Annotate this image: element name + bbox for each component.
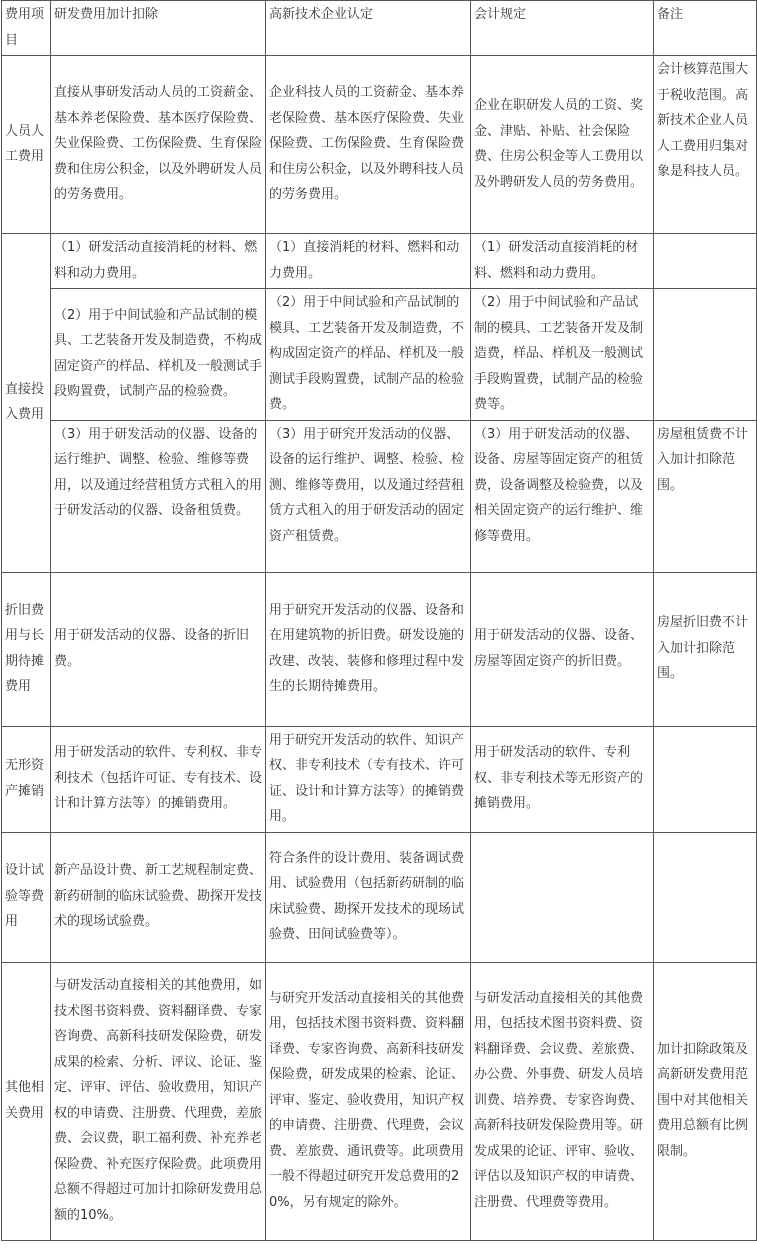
remarks-cell [654,234,757,289]
table-cell: 新产品设计费、新工艺规程制定费、新药研制的临床试验费、勘探开发技术的现场试验费。 [51,832,266,962]
table-cell: （2）用于中间试验和产品试制的模具、工艺装备开发及制造费，样品、样机及一般测试手段购置费，试制产品的检验费等。 [471,289,654,421]
table-cell: 与研发活动直接相关的其他费用，包括技术图书资料费、资料翻译费、会议费、差旅费、办公费、外事费、研发人员培训费、培养费、专家咨询费、高新科技研发保险费用等。研发成果的论证、评审、验收、评估以及知识产权的申请费、注册费、代理费等费用。 [471,962,654,1240]
remarks-cell [654,726,757,832]
remarks-cell: 房屋租赁费不计入加计扣除范围。 [654,420,757,572]
table-cell: （1）研发活动直接消耗的材料、燃料和动力费用。 [471,234,654,289]
table-cell: （3）用于研究开发活动的仪器、设备的运行维护、调整、检验、检测、维修等费用，以及通过经营租赁方式租入的用于研发活动的固定资产租赁费。 [266,420,471,572]
table-row-depreciation [2,572,757,726]
header-cell-expense-item: 费用项目 [2,1,51,56]
table-cell: 用于研究开发活动的软件、知识产权、非专利技术（专有技术、许可证、设计和计算方法等）的摊销费用。 [266,726,471,832]
row-category-cell: 无形资产摊销 [2,726,51,832]
table-row-direct-input-2 [2,289,757,421]
remarks-cell [654,289,757,421]
header-cell-high-tech-certification: 高新技术企业认定 [266,1,471,56]
table-row-direct-input-3 [2,420,757,572]
table-cell: 企业科技人员的工资薪金、基本养老保险费、基本医疗保险费、失业保险费、工伤保险费、生育保险费和住房公积金，以及外聘科技人员的劳务费用。 [266,56,471,234]
table-row-design-test [2,832,757,962]
table-cell: 用于研发活动的软件、专利权、非专利技术（包括许可证、专有技术、设计和计算方法等）的摊销费用。 [51,726,266,832]
table-cell: 与研究开发活动直接相关的其他费用，包括技术图书资料费、资料翻译费、专家咨询费、高新科技研发保险费，研发成果的检索、论证、评审、鉴定、验收费用，知识产权的申请费、注册费、代理费，会议费、差旅费、通讯费等。此项费用一般不得超过研究开发总费用的20%，另有规定的除外。 [266,962,471,1240]
header-cell-accounting-rules: 会计规定 [471,1,654,56]
remarks-cell: 会计核算范围大于税收范围。高新技术企业人员人工费用归集对象是科技人员。 [654,56,757,234]
table-cell: （2）用于中间试验和产品试制的模具、工艺装备开发及制造费，不构成固定资产的样品、样机及一般测试手段购置费，试制产品的检验费。 [51,289,266,421]
header-cell-remarks: 备注 [654,1,757,56]
table-cell [471,832,654,962]
row-category-cell: 折旧费用与长期待摊费用 [2,572,51,726]
table-cell: 用于研发活动的仪器、设备的折旧费。 [51,572,266,726]
table-cell: 直接从事研发活动人员的工资薪金、基本养老保险费、基本医疗保险费、失业保险费、工伤保险费、生育保险费和住房公积金，以及外聘研发人员的劳务费用。 [51,56,266,234]
row-category-cell: 设计试验等费用 [2,832,51,962]
row-category-cell: 人员人工费用 [2,56,51,234]
table-cell: （2）用于中间试验和产品试制的模具、工艺装备开发及制造费，不构成固定资产的样品、样机及一般测试手段购置费，试制产品的检验费。 [266,289,471,421]
table-cell: 与研发活动直接相关的其他费用，如技术图书资料费、资料翻译费、专家咨询费、高新科技研发保险费，研发成果的检索、分析、评议、论证、鉴定、评审、评估、验收费用，知识产权的申请费、注册费、代理费，差旅费、会议费，职工福利费、补充养老保险费、补充医疗保险费。此项费用总额不得超过可加计扣除研发费用总额的10%。 [51,962,266,1240]
row-category-cell: 直接投入费用 [2,234,51,573]
remarks-cell: 加计扣除政策及高新研发费用范围中对其他相关费用总额有比例限制。 [654,962,757,1240]
table-cell: （3）用于研发活动的仪器、设备、房屋等固定资产的租赁费，设备调整及检验费，以及相关固定资产的运行维护、维修等费用。 [471,420,654,572]
rd-expense-comparison-table [1,0,757,1241]
table-row-direct-input-1 [2,234,757,289]
table-cell: 符合条件的设计费用、装备调试费用、试验费用（包括新药研制的临床试验费、勘探开发技术的现场试验费、田间试验费等）。 [266,832,471,962]
table-cell: （3）用于研发活动的仪器、设备的运行维护、调整、检验、维修等费用，以及通过经营租赁方式租入的用于研发活动的仪器、设备租赁费。 [51,420,266,572]
table-row-other-expenses [2,962,757,1240]
row-category-cell: 其他相关费用 [2,962,51,1240]
table-cell: （1）直接消耗的材料、燃料和动力费用。 [266,234,471,289]
table-row-intangible-amortization [2,726,757,832]
header-cell-rd-super-deduction: 研发费用加计扣除 [51,1,266,56]
remarks-cell: 房屋折旧费不计入加计扣除范围。 [654,572,757,726]
table-row-personnel [2,56,757,234]
table-cell: 用于研究开发活动的仪器、设备和在用建筑物的折旧费。研发设施的改建、改装、装修和修理过程中发生的长期待摊费用。 [266,572,471,726]
table-cell: （1）研发活动直接消耗的材料、燃料和动力费用。 [51,234,266,289]
table-cell: 用于研发活动的软件、专利权、非专利技术等无形资产的摊销费用。 [471,726,654,832]
remarks-cell [654,832,757,962]
table-header-row [2,1,757,56]
table-cell: 企业在职研发人员的工资、奖金、津贴、补贴、社会保险费、住房公积金等人工费用以及外聘研发人员的劳务费用。 [471,56,654,234]
table-cell: 用于研发活动的仪器、设备、房屋等固定资产的折旧费。 [471,572,654,726]
